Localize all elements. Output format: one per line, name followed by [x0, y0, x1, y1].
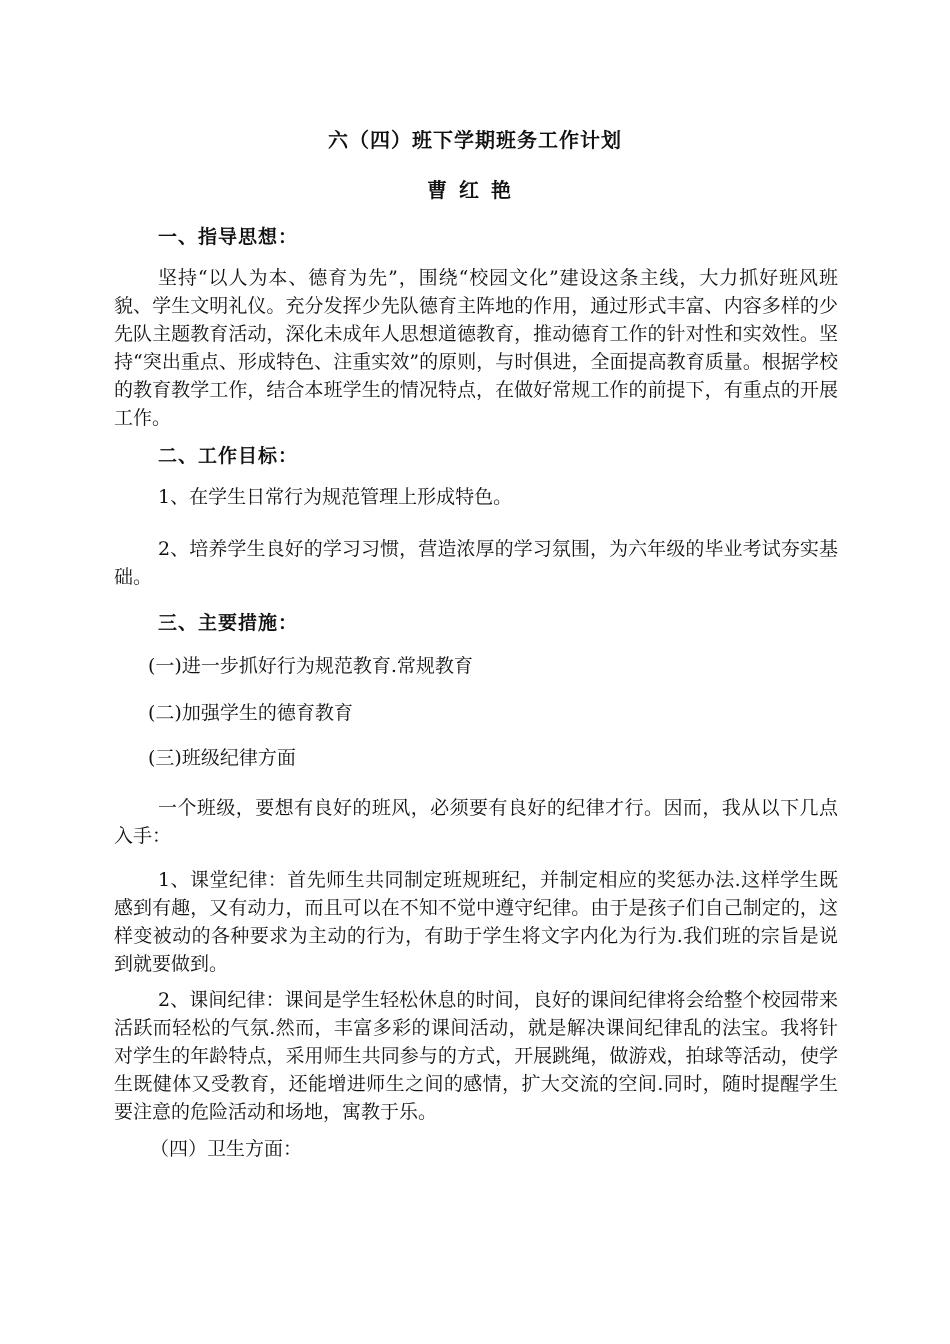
- section-heading-main-measures: 三、主要措施：: [158, 612, 299, 634]
- document-title: 六（四）班下学期班务工作计划: [328, 128, 622, 152]
- guiding-ideology-paragraph: 坚持“以人为本、德育为先”，围绕“校园文化”建设这条主线，大力抓好班风班貌、学生文明礼仪。充分发挥少先队德育主阵地的作用，通过形式丰富、内容多样的少先队主题教育活动，深化未成年人思想道德教育，推动德育工作的针对性和实效性。坚持“突出重点、形成特色、注重实效”的原则，与时俱进，全面提高教育质量。根据学校的教育教学工作，结合本班学生的情况特点，在做好常规工作的前提下，有重点的开展工作。: [114, 267, 838, 429]
- section-heading-work-goals: 二、工作目标：: [158, 445, 299, 467]
- measure-item-2: (二)加强学生的德育教育: [148, 702, 353, 724]
- goal-item-2: 2、培养学生良好的学习习惯，营造浓厚的学习氛围，为六年级的毕业考试夯实基础。: [114, 538, 838, 588]
- measure-item-1: (一)进一步抓好行为规范教育.常规教育: [148, 655, 473, 677]
- recess-discipline-paragraph: 2、课间纪律：课间是学生轻松休息的时间，良好的课间纪律将会给整个校园带来活跃而轻松的气氛.然而，丰富多彩的课间活动，就是解决课间纪律乱的法宝。我将针对学生的年龄特点，采用师生共同参与的方式，开展跳绳，做游戏，拍球等活动，使学生既健体又受教育，还能增进师生之间的感情，扩大交流的空间.同时，随时提醒学生要注意的危险活动和场地，寓教于乐。: [114, 989, 838, 1123]
- measure-item-4: （四）卫生方面：: [150, 1138, 303, 1160]
- discipline-intro-paragraph: 一个班级，要想有良好的班风，必须要有良好的纪律才行。因而，我从以下几点入手：: [114, 797, 838, 847]
- goal-item-1: 1、在学生日常行为规范管理上形成特色。: [158, 486, 513, 508]
- author-name: 曹红艳: [427, 178, 523, 202]
- section-heading-guiding-ideology: 一、指导思想：: [158, 226, 299, 248]
- classroom-discipline-paragraph: 1、课堂纪律：首先师生共同制定班规班纪，并制定相应的奖惩办法.这样学生既感到有趣，又有动力，而且可以在不知不觉中遵守纪律。由于是孩子们自己制定的，这样变被动的各种要求为主动的行为，有助于学生将文字内化为行为.我们班的宗旨是说到就要做到。: [114, 869, 838, 975]
- measure-item-3: (三)班级纪律方面: [148, 747, 296, 769]
